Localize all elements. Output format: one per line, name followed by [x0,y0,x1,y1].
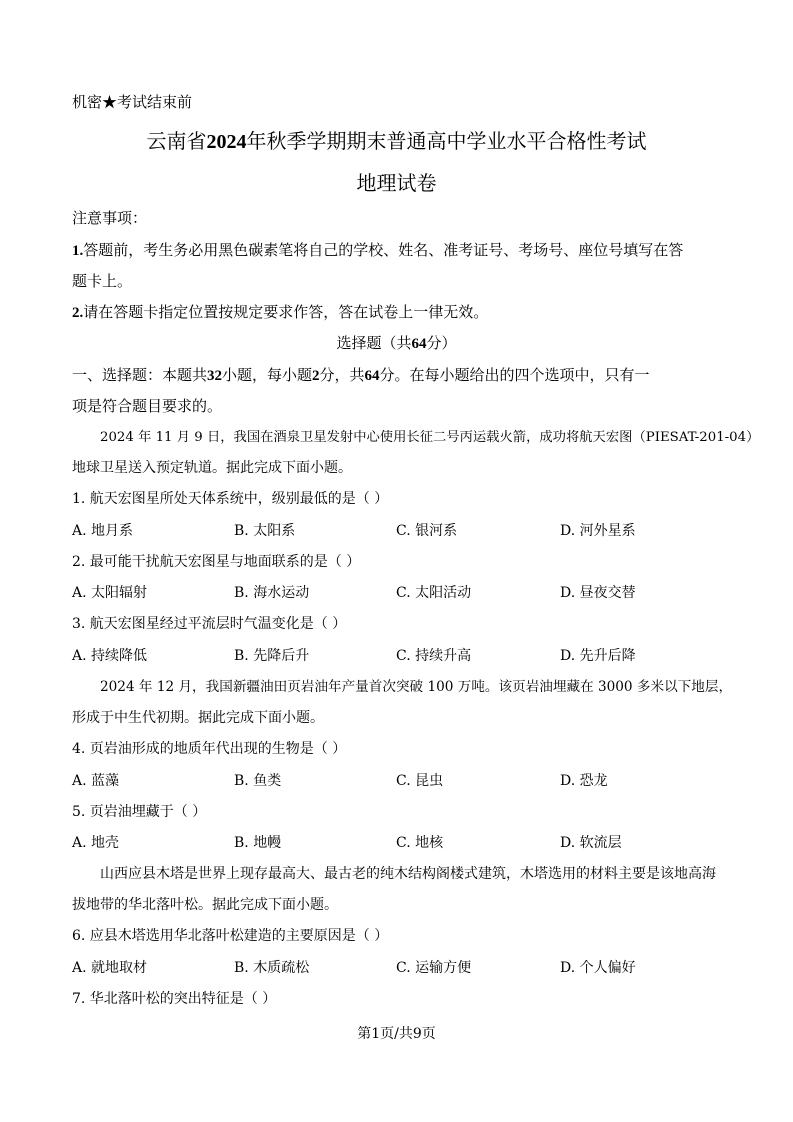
question-1-option-b[interactable]: B. 太阳系 [234,523,296,539]
section-intro-continued: 项是符合题目要求的。 [72,397,223,415]
section-intro: 一、选择题：本题共32小题，每小题2分，共64分。在每小题给出的四个选项中，只有一 [72,366,650,384]
passage-3-line-1: 山西应县木塔是世界上现存最高大、最古老的纯木结构阁楼式建筑，木塔选用的材料主要是该地高海 [100,866,716,882]
question-3-option-c[interactable]: C. 持续升高 [396,648,472,664]
section-title: 选择题（共64分） [336,334,457,352]
question-5-option-b[interactable]: B. 地幔 [234,835,282,851]
question-7-stem: 7. 华北落叶松的突出特征是（ ） [72,991,277,1007]
question-3-option-a[interactable]: A. 持续降低 [72,648,148,664]
question-1-option-a[interactable]: A. 地月系 [72,523,134,539]
question-1-option-d[interactable]: D. 河外星系 [560,523,636,539]
exam-subtitle: 地理试卷 [356,171,437,195]
passage-2-line-2: 形成于中生代初期。据此完成下面小题。 [72,710,324,726]
question-2-option-b[interactable]: B. 海水运动 [234,585,310,601]
question-6-option-d[interactable]: D. 个人偏好 [560,960,636,976]
question-4-option-b[interactable]: B. 鱼类 [234,773,282,789]
question-3-option-b[interactable]: B. 先降后升 [234,648,310,664]
note-1: 1.答题前，考生务必用黑色碳素笔将自己的学校、姓名、准考证号、考场号、座位号填写在答 [72,241,684,259]
passage-1-line-2: 地球卫星送入预定轨道。据此完成下面小题。 [72,460,352,476]
exam-title: 云南省2024年秋季学期期末普通高中学业水平合格性考试 [146,129,647,153]
question-6-option-b[interactable]: B. 木质疏松 [234,960,310,976]
notes-heading: 注意事项： [72,209,148,227]
question-1-option-c[interactable]: C. 银河系 [396,523,458,539]
question-2-option-a[interactable]: A. 太阳辐射 [72,585,148,601]
question-5-option-a[interactable]: A. 地壳 [72,835,120,851]
note-1-continued: 题卡上。 [72,272,133,290]
passage-3-line-2: 拔地带的华北落叶松。据此完成下面小题。 [72,897,338,913]
question-4-option-c[interactable]: C. 昆虫 [396,773,444,789]
question-3-stem: 3. 航天宏图星经过平流层时气温变化是（ ） [72,616,347,632]
question-2-stem: 2. 最可能干扰航天宏图星与地面联系的是（ ） [72,554,361,570]
question-2-option-d[interactable]: D. 昼夜交替 [560,585,636,601]
confidential-label: 机密★考试结束前 [72,93,193,111]
page-footer: 第1页/共9页 [357,1026,436,1042]
question-2-option-c[interactable]: C. 太阳活动 [396,585,472,601]
question-3-option-d[interactable]: D. 先升后降 [560,648,636,664]
passage-2-line-1: 2024 年 12 月，我国新疆油田页岩油年产量首次突破 100 万吨。该页岩油埋藏在 3000 多米以下地层， [100,679,733,695]
note-2: 2.请在答题卡指定位置按规定要求作答，答在试卷上一律无效。 [72,303,489,321]
question-6-option-a[interactable]: A. 就地取材 [72,960,148,976]
question-6-option-c[interactable]: C. 运输方便 [396,960,472,976]
question-5-option-d[interactable]: D. 软流层 [560,835,622,851]
question-4-stem: 4. 页岩油形成的地质年代出现的生物是（ ） [72,741,347,757]
question-4-option-d[interactable]: D. 恐龙 [560,773,608,789]
question-6-stem: 6. 应县木塔选用华北落叶松建造的主要原因是（ ） [72,928,389,944]
question-1-stem: 1. 航天宏图星所处天体系统中，级别最低的是（ ） [72,491,389,507]
question-5-option-c[interactable]: C. 地核 [396,835,444,851]
passage-1-line-1: 2024 年 11 月 9 日，我国在酒泉卫星发射中心使用长征二号丙运载火箭，成功将航天宏图（PIESAT-201-04） [100,430,760,445]
question-4-option-a[interactable]: A. 蓝藻 [72,773,120,789]
question-5-stem: 5. 页岩油埋藏于（ ） [72,804,207,820]
